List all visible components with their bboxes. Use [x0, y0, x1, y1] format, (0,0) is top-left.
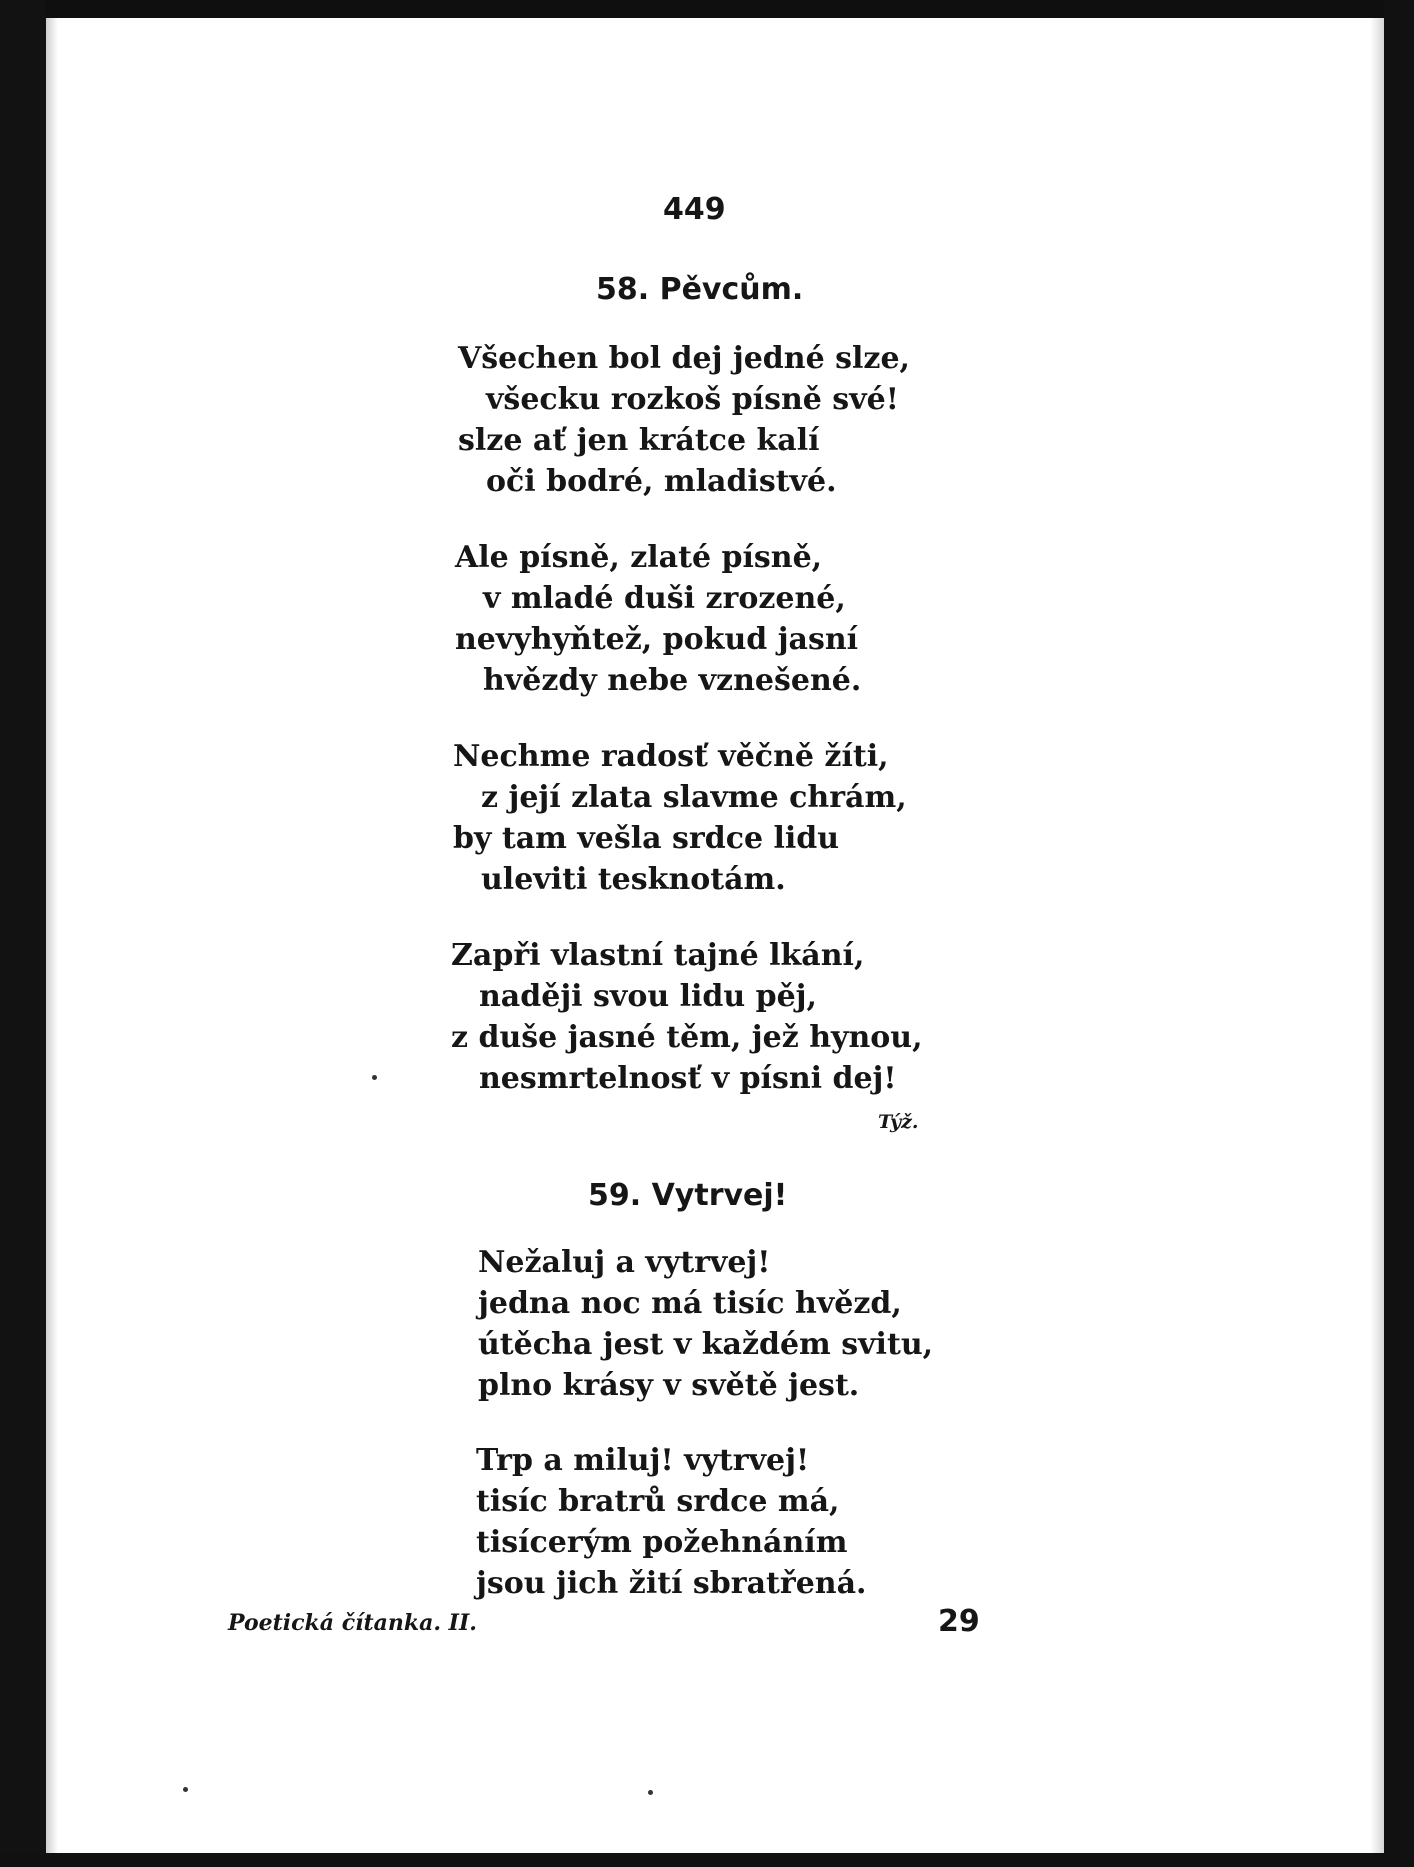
verse-line: oči bodré, mladistvé.: [486, 464, 837, 499]
scan-border-right: [1384, 0, 1414, 1867]
verse-line: nesmrtelnosť v písni dej!: [479, 1061, 897, 1096]
verse-line: by tam vešla srdce lidu: [453, 821, 840, 856]
verse-line: uleviti tesknotám.: [481, 862, 786, 897]
scan-border-bottom: [0, 1853, 1414, 1867]
footer-signature-mark: 29: [938, 1604, 980, 1639]
verse-line: jedna noc má tisíc hvězd,: [478, 1286, 902, 1321]
poem-58-stanza-3: [453, 736, 907, 900]
poem-58-stanza-4: [451, 935, 923, 1099]
poem-58-stanza-1: [458, 338, 910, 502]
verse-line: v mladé duši zrozené,: [483, 581, 846, 616]
scan-border-left: [0, 0, 46, 1867]
ink-speck: [648, 1790, 653, 1795]
verse-line: útěcha jest v každém svitu,: [478, 1327, 934, 1362]
poem-58-author: Týž.: [878, 1111, 919, 1133]
scan-border-top: [0, 0, 1414, 18]
verse-line: Všechen bol dej jedné slze,: [458, 341, 910, 376]
verse-line: plno krásy v světě jest.: [478, 1368, 860, 1403]
poem-58-title: 58. Pěvcům.: [596, 272, 804, 307]
poem-59-title: 59. Vytrvej!: [588, 1178, 788, 1213]
verse-line: hvězdy nebe vznešené.: [483, 663, 862, 698]
verse-line: z její zlata slavme chrám,: [481, 780, 907, 815]
verse-line: Nechme radosť věčně žíti,: [453, 739, 889, 774]
verse-line: naději svou lidu pěj,: [479, 979, 817, 1014]
verse-line: všecku rozkoš písně své!: [486, 382, 899, 417]
poem-59-stanza-2: [476, 1440, 866, 1604]
verse-line: Ale písně, zlaté písně,: [455, 540, 823, 575]
poem-59-stanza-1: [478, 1242, 933, 1406]
verse-line: tisícerým požehnáním: [476, 1525, 848, 1560]
verse-line: Nežaluj a vytrvej!: [478, 1245, 771, 1280]
verse-line: Zapři vlastní tajné lkání,: [451, 938, 865, 973]
footer-book-title: Poetická čítanka. II.: [228, 1610, 477, 1636]
verse-line: slze ať jen krátce kalí: [458, 423, 820, 458]
ink-speck: [372, 1075, 377, 1080]
page-shadow-left: [46, 18, 58, 1853]
verse-line: jsou jich žití sbratřená.: [476, 1566, 867, 1601]
page-shadow-right: [1370, 18, 1384, 1853]
verse-line: tisíc bratrů srdce má,: [476, 1484, 840, 1519]
verse-line: z duše jasné těm, jež hynou,: [451, 1020, 923, 1055]
verse-line: Trp a miluj! vytrvej!: [476, 1443, 810, 1478]
verse-line: nevyhyňtež, pokud jasní: [455, 622, 859, 657]
ink-speck: [183, 1787, 188, 1792]
poem-58-stanza-2: [455, 537, 861, 701]
page-number: 449: [663, 192, 726, 227]
